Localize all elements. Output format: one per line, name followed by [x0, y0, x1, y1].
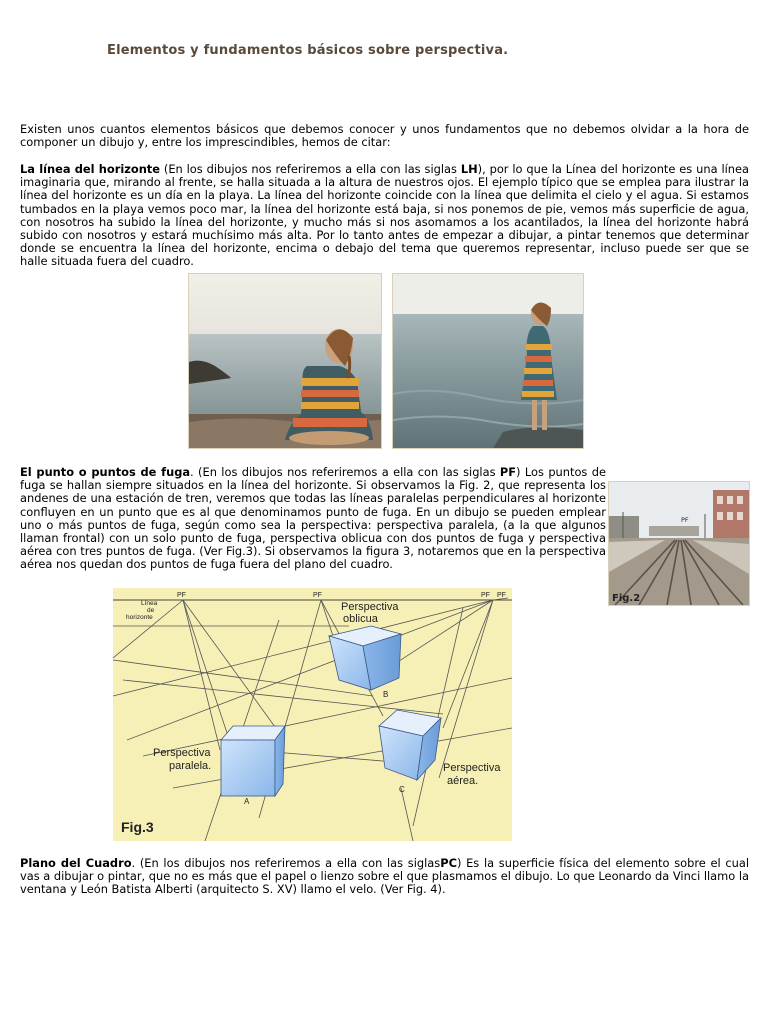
- page-title: Elementos y fundamentos básicos sobre perspectiva.: [107, 43, 509, 58]
- fig3-cube-a-label: A: [244, 797, 250, 806]
- fuga-paragraph: [20, 466, 606, 572]
- fig3-pf-label-3: PF: [481, 592, 490, 599]
- intro-paragraph: [20, 123, 749, 149]
- fig3-horizon-label-1: Línea: [141, 600, 158, 607]
- beach-photo-standing: [392, 273, 584, 449]
- fuga-text-a: . (En los dibujos nos referiremos a ella con las siglas: [190, 465, 500, 479]
- plano-abbr: PC: [440, 856, 457, 870]
- fig3-oblicua-label-2: oblicua: [343, 613, 378, 625]
- horizonte-text-b: ), por lo que la Línea del horizonte es una línea imaginaria que, mirando al frente, se halla situada a la altura de nuestros ojos. El ejemplo típico que se emplea para ilustrar la línea del horizonte es un día en la playa. La línea del horizonte coincide con la línea que delimita el cielo y el agua. Si estamos tumbados en la playa vemos poco mar, la línea del horizonte está baja, si nos ponemos de pie, vemos más superficie de agua, con nosotros ha subido la línea del horizonte, y mucho más si nos asomamos a los acantilados, la línea del horizonte habrá subido con nosotros y estará muchísimo más alta. Por lo tanto antes de empezar a dibujar, a pintar tenemos que determinar donde se encuentra la línea del horizonte, encima o debajo del tema que queremos representar, incluso puede ser que se halle situada fuera del cuadro.: [20, 162, 749, 269]
- fuga-abbr: PF: [499, 465, 517, 479]
- fig3-aerea-label-2: aérea.: [447, 775, 479, 787]
- fig3-pf-label-1: PF: [177, 592, 186, 599]
- fig2-caption: Fig.2: [612, 593, 641, 604]
- fig3-aerea-label-1: Perspectiva: [443, 762, 501, 774]
- fig3-horizon-label-2: de: [147, 607, 155, 614]
- horizonte-abbr: LH: [460, 162, 478, 176]
- beach-photo-sitting: [188, 273, 382, 449]
- plano-text-b: ) Es la superficie física del elemento sobre el cual vas a dibujar o pintar, que no es más que el papel o lienzo sobre el que plasmamos el dibujo. Lo que Leonardo da Vinci llamo la ventana y León Batista Alberti (arquitecto S. XV) llamo el velo. (Ver Fig. 4).: [20, 856, 750, 897]
- horizonte-term: La línea del horizonte: [20, 162, 160, 176]
- fig3-horizon-label-3: horizonte: [126, 614, 153, 621]
- fuga-term: El punto o puntos de fuga: [20, 465, 191, 479]
- horizonte-paragraph: [20, 163, 749, 269]
- intro-text: Existen unos cuantos elementos básicos que debemos conocer y unos fundamentos que no debemos olvidar a la hora de componer un dibujo y, entre los imprescindibles, hemos de citar:: [20, 122, 749, 150]
- plano-text-a: . (En los dibujos nos referiremos a ella con las siglas: [131, 856, 441, 870]
- horizonte-text-a: (En los dibujos nos referiremos a ella con las siglas: [159, 162, 461, 176]
- fig3-oblicua-label-1: Perspectiva: [341, 601, 399, 613]
- fig3-pf-label-2: PF: [313, 592, 322, 599]
- plano-paragraph: [20, 857, 749, 897]
- perspective-diagram-fig3: [113, 588, 512, 841]
- fuga-text-b: ) Los puntos de fuga se hallan siempre situados en la línea del horizonte. Si observamos la Fig. 2, que representa los andenes de una estación de tren, veremos que todas las líneas paralelas perpendiculares al horizonte confluyen en un punto que es al que denominamos punto de fuga. En un dibujo se pueden emplear uno o más puntos de fuga, según como sea la perspectiva: perspectiva paralela, (a la que algunos llaman frontal) con un solo punto de fuga, perspectiva oblicua con dos puntos de fuga y perspectiva aérea con tres puntos de fuga. (Ver Fig.3). Si observamos la figura 3, notaremos que en la perspectiva aérea nos quedan dos puntos de fuga fuera del plano del cuadro.: [20, 465, 606, 572]
- fig3-caption: Fig.3: [121, 819, 154, 835]
- fig3-pf-label-4: PF: [497, 592, 506, 599]
- fig3-cube-b-label: B: [383, 690, 389, 699]
- fig3-cube-c-label: C: [399, 785, 405, 794]
- railway-photo-fig2: [608, 481, 750, 606]
- fig3-paralela-label-2: paralela.: [169, 760, 212, 772]
- fig3-paralela-label-1: Perspectiva: [153, 747, 211, 759]
- fig2-pf-label: PF: [681, 516, 689, 524]
- plano-term: Plano del Cuadro: [20, 856, 132, 870]
